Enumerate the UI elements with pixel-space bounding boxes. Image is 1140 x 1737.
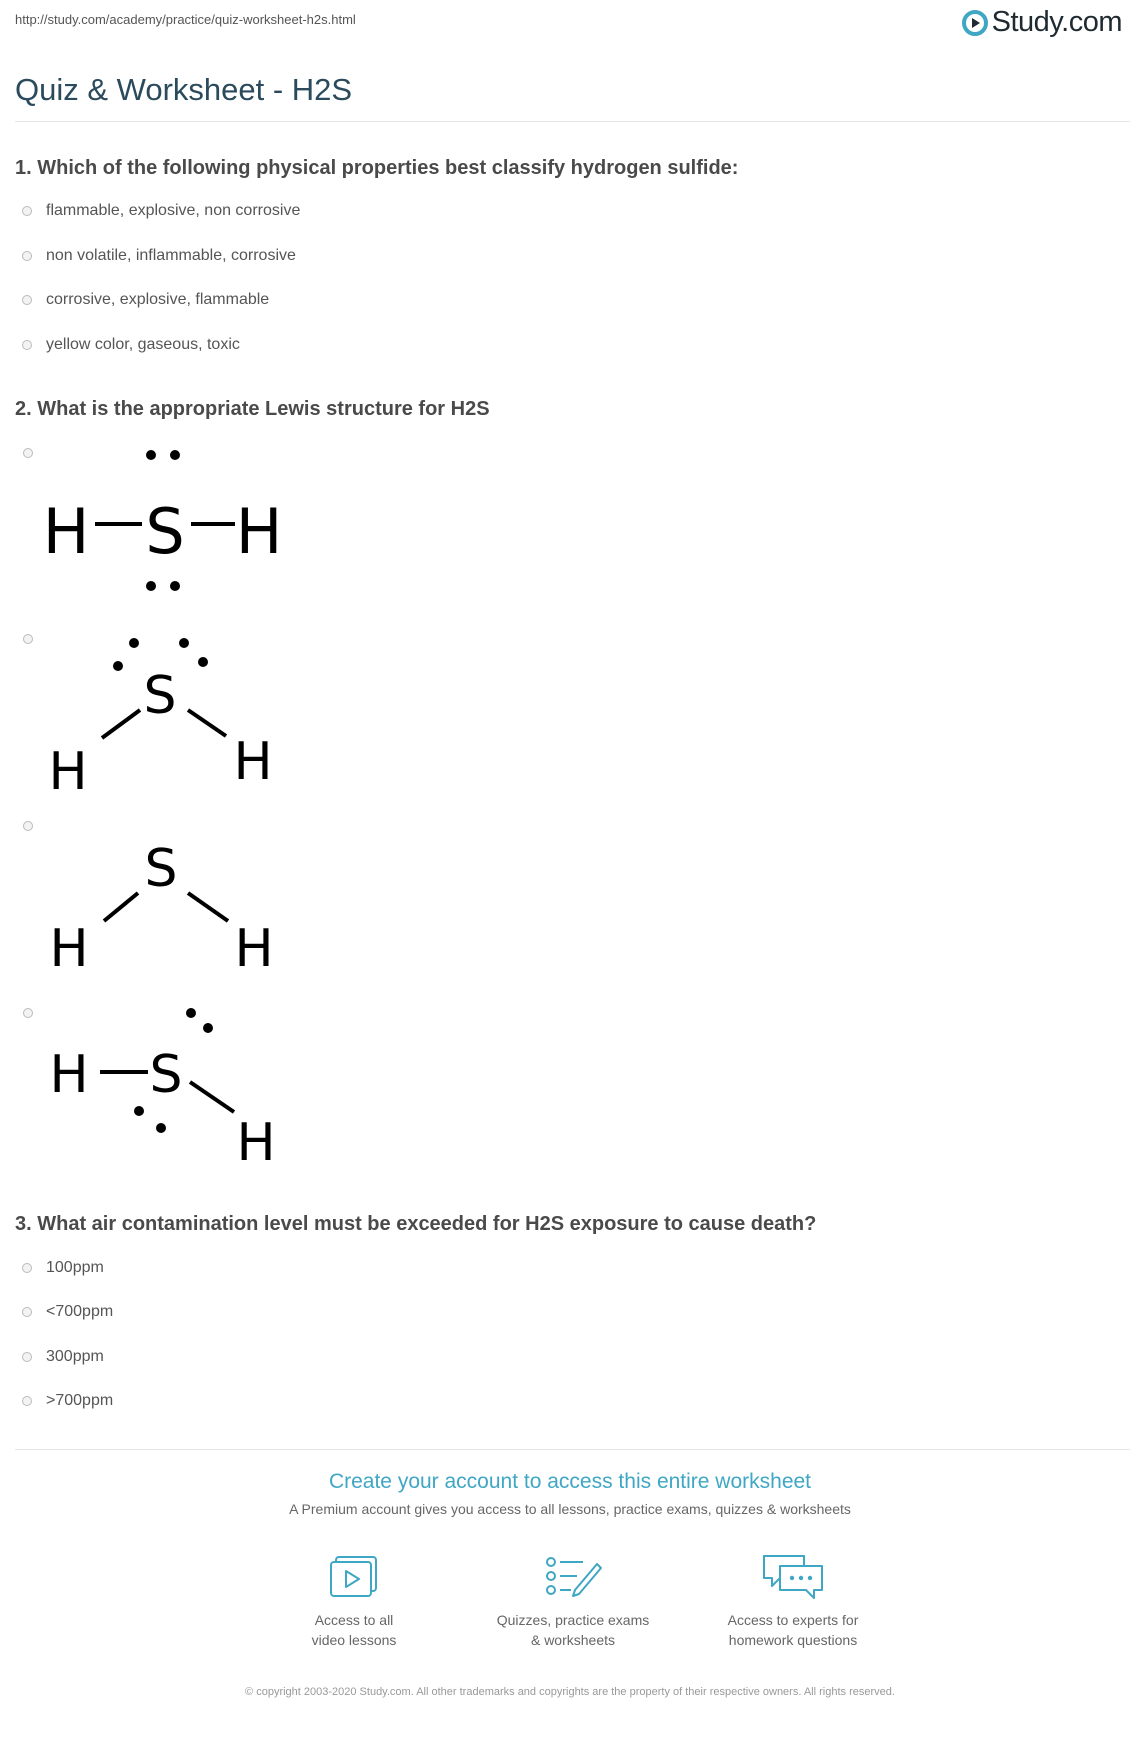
answer-option[interactable] [22,291,269,309]
radio-button[interactable] [22,295,32,305]
option-label: non volatile, inflammable, corrosive [46,247,296,264]
lewis-structure-option-4[interactable] [36,1000,296,1170]
option-label: yellow color, gaseous, toxic [46,336,240,353]
page-url: http://study.com/academy/practice/quiz-worksheet-h2s.html [15,12,356,27]
cta-divider [15,1449,1130,1450]
option-label: 300ppm [46,1348,104,1365]
atom-label: H [236,1113,276,1170]
radio-button[interactable] [22,1263,32,1273]
radio-button[interactable] [23,448,33,458]
atom-label: H [49,919,89,979]
question-1: 1. Which of the following physical properties best classify hydrogen sulfide: [15,157,739,179]
feature-video-lessons [254,1552,454,1650]
radio-button[interactable] [22,1396,32,1406]
feature-label: Access to experts for homework questions [727,1612,859,1648]
copyright-notice: © copyright 2003-2020 Study.com. All other trademarks and copyrights are the property of their respective owners. All rights reserved. [245,1686,895,1698]
atom-label: S [149,1045,183,1105]
atom-label: H [235,495,283,568]
option-label: <700ppm [46,1303,114,1320]
radio-button[interactable] [22,340,32,350]
answer-option[interactable] [22,1303,113,1321]
study-logo[interactable] [962,6,1122,39]
cta-subtitle: A Premium account gives you access to all lessons, practice exams, quizzes & worksheets [289,1501,851,1517]
feature-label: Access to all video lessons [311,1612,397,1648]
chat-bubbles-icon [760,1552,826,1602]
atom-label: H [42,495,90,568]
option-label: 100ppm [46,1259,104,1276]
radio-button[interactable] [23,821,33,831]
option-label: corrosive, explosive, flammable [46,291,270,308]
lewis-structure-option-3[interactable] [36,813,296,983]
radio-button[interactable] [23,1008,33,1018]
page-title: Quiz & Worksheet - H2S [15,72,353,107]
lewis-structure-option-1[interactable] [36,440,296,610]
cta-title[interactable]: Create your account to access this entire worksheet [328,1470,812,1493]
option-label: >700ppm [46,1392,114,1409]
atom-label: H [49,1045,89,1105]
question-2: 2. What is the appropriate Lewis structure for H2S [15,398,490,420]
atom-label: H [233,732,273,792]
feature-experts [693,1552,893,1650]
video-lesson-icon [326,1552,382,1602]
answer-option[interactable] [22,1392,113,1410]
radio-button[interactable] [22,206,32,216]
answer-option[interactable] [22,1348,104,1366]
atom-label: H [234,919,274,979]
title-divider [15,121,1130,122]
radio-button[interactable] [22,251,32,261]
atom-label: S [145,495,185,568]
radio-button[interactable] [22,1352,32,1362]
answer-option[interactable] [22,202,300,220]
feature-quizzes [473,1552,673,1650]
answer-option[interactable] [22,1259,104,1277]
answer-option[interactable] [22,336,240,354]
play-icon [962,10,988,36]
question-3: 3. What air contamination level must be exceeded for H2S exposure to cause death? [15,1213,817,1235]
feature-label: Quizzes, practice exams & worksheets [496,1612,650,1648]
logo-text: Study.com [991,6,1122,38]
lewis-structure-option-2[interactable] [36,626,296,796]
quiz-checklist-icon [543,1552,603,1602]
atom-label: S [144,839,178,899]
radio-button[interactable] [22,1307,32,1317]
answer-option[interactable] [22,247,296,265]
option-label: flammable, explosive, non corrosive [46,202,301,219]
radio-button[interactable] [23,634,33,644]
atom-label: H [48,742,88,796]
atom-label: S [143,666,177,726]
